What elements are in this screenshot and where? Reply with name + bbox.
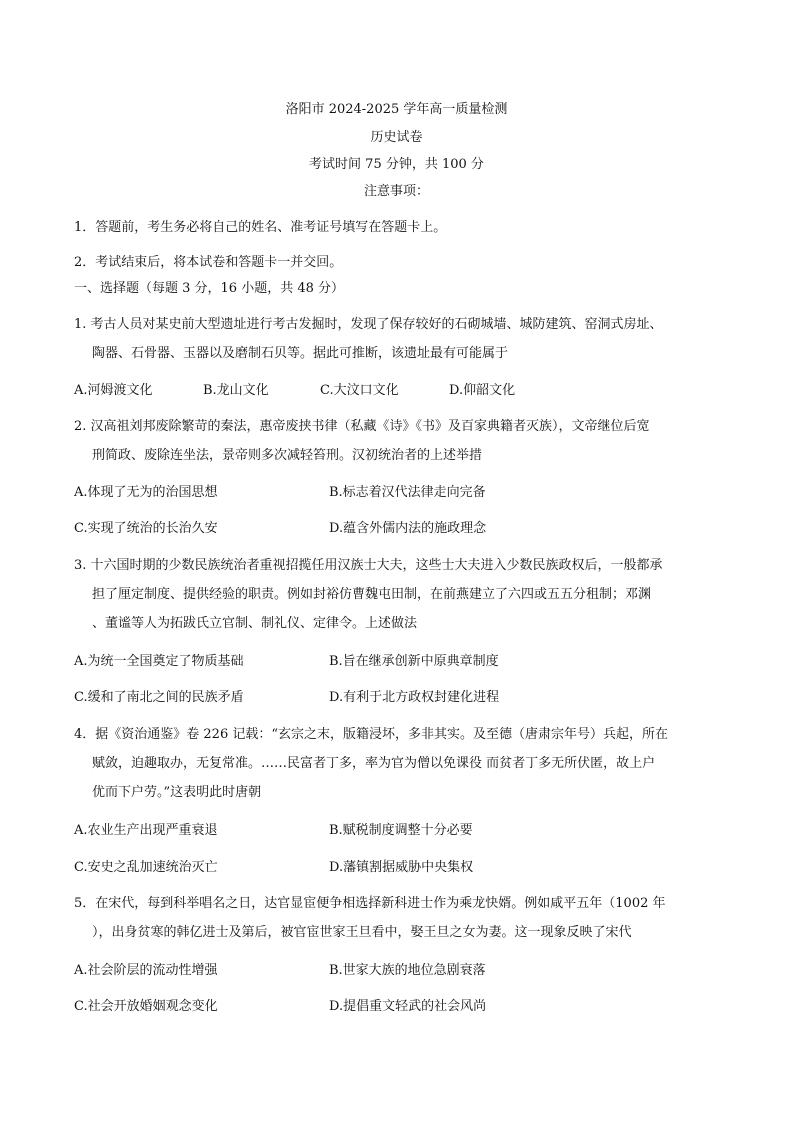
option-a: A.为统一全国奠定了物质基础 <box>74 654 244 669</box>
question-stem: 3. 十六国时期的少数民族统治者重视招揽任用汉族士大夫，这些士大夫进入少数民族政权后，一般都承 <box>74 558 663 573</box>
option-d: D.藩镇割据威胁中央集权 <box>329 860 474 875</box>
question-stem: 刑简政、废除连坐法，景帝则多次减轻笞刑。汉初统治者的上述举措 <box>92 448 483 463</box>
notice-title: 注意事项： <box>363 184 429 199</box>
option-b: B.赋税制度调整十分必要 <box>329 823 473 838</box>
option-b: B.世家大族的地位急剧衰落 <box>329 963 486 978</box>
option-b: B.旨在继承创新中原典章制度 <box>329 654 499 669</box>
question-stem: 2. 汉高祖刘邦废除繁苛的秦法，惠帝废挟书律（私藏《诗》《书》及百家典籍者灭族），文帝继位后宽 <box>74 419 650 434</box>
exam-time-info: 考试时间 75 分钟，共 100 分 <box>309 157 484 172</box>
option-d: D.仰韶文化 <box>449 383 516 398</box>
section-heading: 一、选择题（每题 3 分，16 小题，共 48 分） <box>74 281 345 296</box>
question-stem: 陶器、石骨器、玉器以及磨制石贝等。据此可推断，该遗址最有可能属于 <box>92 346 509 361</box>
notice-item: 2．考试结束后，将本试卷和答题卡一并交回。 <box>74 255 343 270</box>
option-d: D.蕴含外儒内法的施政理念 <box>329 521 487 536</box>
question-stem: 5．在宋代，每到科举唱名之日，达官显宦便争相选择新科进士作为乘龙快婿。例如咸平五年（1002 年 <box>74 896 666 911</box>
option-c: C.缓和了南北之间的民族矛盾 <box>74 690 244 705</box>
option-a: A.河姆渡文化 <box>74 383 153 398</box>
option-d: D.提倡重文轻武的社会风尚 <box>329 999 487 1014</box>
option-a: A.农业生产出现严重衰退 <box>74 823 218 838</box>
option-c: C.实现了统治的长治久安 <box>74 521 218 536</box>
option-a: A.社会阶层的流动性增强 <box>74 963 218 978</box>
question-stem: 优而下户劳。”这表明此时唐朝 <box>92 785 262 800</box>
question-stem: ），出身贫寒的韩亿进士及第后，被官宦世家王旦看中，娶王旦之女为妻。这一现象反映了宋代 <box>92 925 632 940</box>
exam-subject: 历史试卷 <box>370 130 423 145</box>
option-b: B.龙山文化 <box>203 383 269 398</box>
question-stem: 、董谧等人为拓跋氏立官制、制礼仪、定律令。上述做法 <box>92 616 418 631</box>
question-stem: 赋敛，迫趣取办，无复常准。……民富者丁多，率为官为僧以免课役 而贫者丁多无所伏匿，故上户 <box>92 756 656 771</box>
option-c: C.大汶口文化 <box>320 383 399 398</box>
option-a: A.体现了无为的治国思想 <box>74 485 218 500</box>
notice-item: 1．答题前，考生务必将自己的姓名、准考证号填写在答题卡上。 <box>74 220 447 235</box>
question-stem: 1. 考古人员对某史前大型遗址进行考古发掘时，发现了保存较好的石砌城墙、城防建筑、窑洞式房址、 <box>74 317 663 332</box>
option-c: C.社会开放婚姻观念变化 <box>74 999 218 1014</box>
option-b: B.标志着汉代法律走向完备 <box>329 485 486 500</box>
option-c: C.安史之乱加速统治灭亡 <box>74 860 218 875</box>
question-stem: 4．据《资治通鉴》卷 226 记载：“玄宗之末，版籍浸坏，多非其实。及至德（唐肃宗年号）兵起，所在 <box>74 727 668 742</box>
exam-title: 洛阳市 2024-2025 学年高一质量检测 <box>285 102 508 117</box>
question-stem: 担了厘定制度、提供经验的职责。例如封裕仿曹魏屯田制，在前燕建立了六四或五五分租制；邓渊 <box>92 587 652 602</box>
option-d: D.有利于北方政权封建化进程 <box>329 690 500 705</box>
